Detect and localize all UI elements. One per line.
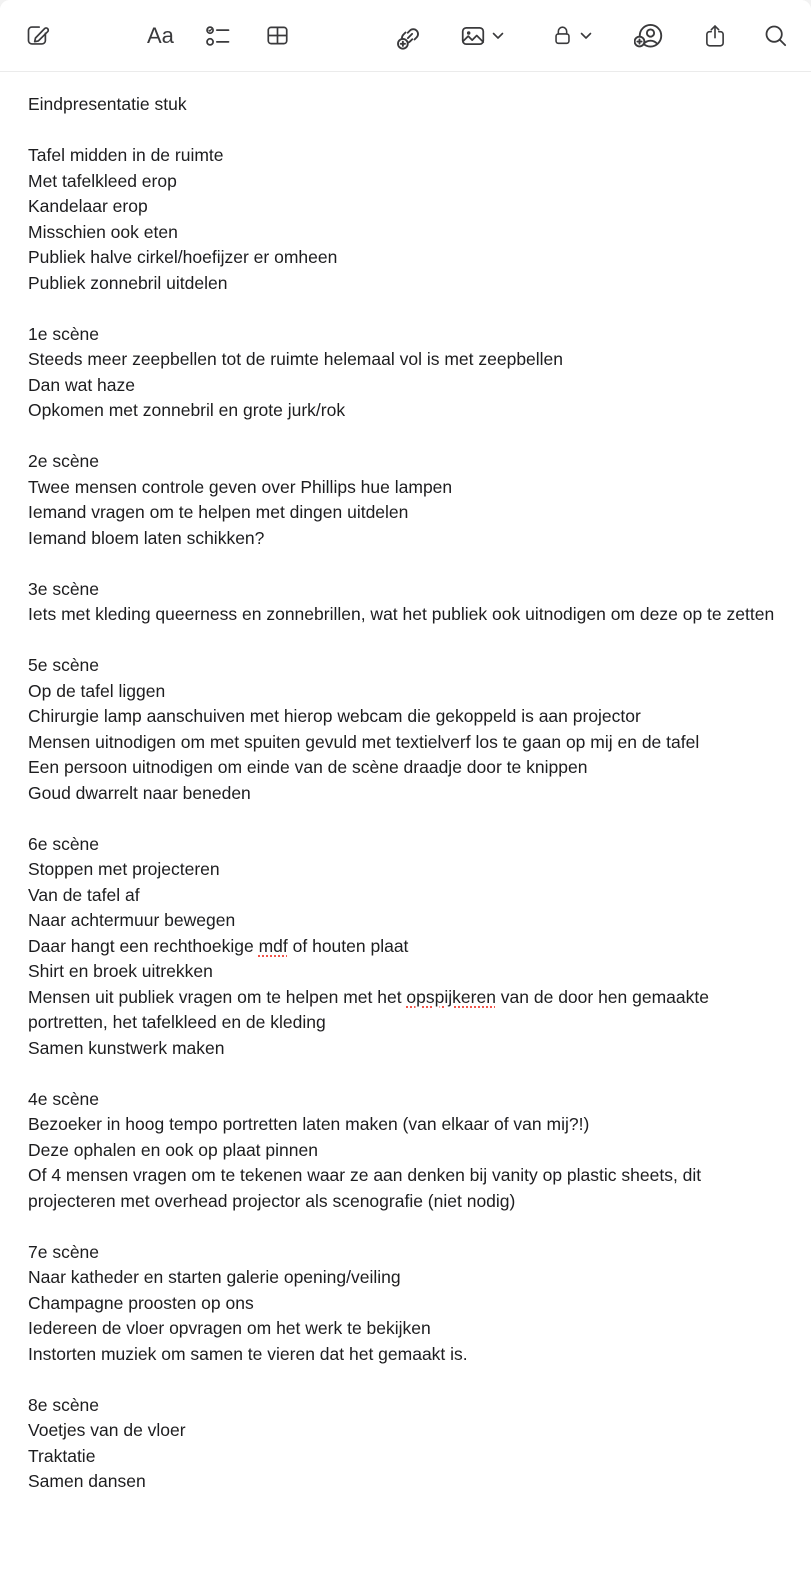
- note-blank-line: [28, 806, 785, 832]
- lock-chevron-down-icon: [580, 32, 592, 40]
- misspelled-word: mdf: [258, 935, 288, 956]
- note-line: 2e scène: [28, 451, 100, 471]
- note-line: Samen kunstwerk maken: [28, 1037, 225, 1058]
- lock-menu-button[interactable]: [550, 23, 592, 48]
- new-note-button[interactable]: [24, 22, 51, 49]
- note-line: Iets met kleding queerness en zonnebrillen, wat het publiek ook uitnodigen om deze op te zetten: [28, 604, 775, 624]
- note-line: Naar achtermuur bewegen: [28, 910, 236, 930]
- note-line: 1e scène: [28, 323, 100, 344]
- note-line: 6e scène: [28, 833, 100, 854]
- note-body[interactable]: [0, 72, 811, 1495]
- note-line: Instorten muziek om samen te vieren dat het gemaakt is.: [28, 1343, 468, 1364]
- note-line: Chirurgie lamp aanschuiven met hierop webcam die gekoppeld is aan projector: [28, 706, 641, 726]
- lock-icon: [550, 23, 575, 48]
- search-icon: [762, 22, 789, 49]
- note-line: 3e scène: [28, 578, 100, 599]
- note-line: Kandelaar erop: [28, 196, 148, 216]
- note-blank-line: [28, 296, 785, 322]
- notes-toolbar: [0, 0, 811, 72]
- note-line: Traktatie: [28, 1445, 96, 1466]
- note-blank-line: [28, 424, 785, 450]
- note-line: Naar katheder en starten galerie opening/veiling: [28, 1267, 401, 1287]
- note-line: Van de tafel af: [28, 884, 140, 905]
- note-line: Publiek halve cirkel/hoefijzer er omheen: [28, 247, 338, 267]
- note-line: Iedereen de vloer opvragen om het werk te bekijken: [28, 1318, 431, 1338]
- note-line: 4e scène: [28, 1088, 100, 1109]
- note-line: Dan wat haze: [28, 374, 136, 395]
- note-line: Voetjes van de vloer: [28, 1420, 186, 1440]
- media-chevron-down-icon: [492, 32, 504, 40]
- table-button[interactable]: [264, 22, 291, 49]
- checklist-button[interactable]: [204, 22, 232, 50]
- note-line: Iemand bloem laten schikken?: [28, 527, 265, 548]
- format-text-button[interactable]: [147, 22, 174, 48]
- note-line: 7e scène: [28, 1241, 100, 1262]
- note-line: Twee mensen controle geven over Phillips hue lampen: [28, 476, 453, 497]
- note-line: Misschien ook eten: [28, 221, 178, 242]
- note-line: Deze ophalen en ook op plaat pinnen: [28, 1139, 318, 1160]
- media-menu-button[interactable]: [459, 22, 504, 50]
- collaborate-button[interactable]: [634, 21, 664, 51]
- note-line: Mensen uitnodigen om met spuiten gevuld met textielverf los te gaan op mij en de tafel: [28, 731, 700, 752]
- note-line: Goud dwarrelt naar beneden: [28, 782, 251, 803]
- note-line: Publiek zonnebril uitdelen: [28, 272, 228, 293]
- table-icon: [264, 22, 291, 49]
- note-line: Steeds meer zeepbellen tot de ruimte helemaal vol is met zeepbellen: [28, 349, 564, 369]
- note-blank-line: [28, 1061, 785, 1087]
- search-button[interactable]: [762, 22, 789, 49]
- note-line: Op de tafel liggen: [28, 680, 166, 701]
- note-line: Stoppen met projecteren: [28, 859, 220, 879]
- note-line: Bezoeker in hoog tempo portretten laten maken (van elkaar of van mij?!): [28, 1114, 590, 1134]
- note-line: 5e scène: [28, 655, 100, 675]
- misspelled-word: opspijkeren: [406, 986, 496, 1007]
- note-blank-line: [28, 1367, 785, 1393]
- compose-icon: [24, 22, 51, 49]
- note-line: 8e scène: [28, 1394, 100, 1415]
- note-line: Samen dansen: [28, 1471, 146, 1491]
- note-blank-line: [28, 1214, 785, 1240]
- note-blank-line: [28, 628, 785, 654]
- note-line: Mensen uit publiek vragen om te helpen met het opspijkeren van de door hen gemaakte portretten, het tafelkleed en de kleding: [28, 986, 714, 1032]
- format-aa-icon: Aa: [147, 22, 174, 48]
- note-line: Champagne proosten op ons: [28, 1292, 254, 1313]
- note-line: Tafel midden in de ruimte: [28, 145, 224, 165]
- note-line: Met tafelkleed erop: [28, 170, 177, 191]
- note-line: Of 4 mensen vragen om te tekenen waar ze aan denken bij vanity op plastic sheets, dit projecteren met overhead projector als scenografie (niet nodig): [28, 1165, 707, 1211]
- note-line: Een persoon uitnodigen om einde van de scène draadje door te knippen: [28, 757, 588, 777]
- add-link-icon: [395, 21, 425, 51]
- share-button[interactable]: [702, 23, 728, 49]
- note-line: Iemand vragen om te helpen met dingen uitdelen: [28, 502, 409, 522]
- note-blank-line: [28, 118, 785, 144]
- note-line: Daar hangt een rechthoekige mdf of houten plaat: [28, 935, 409, 956]
- media-icon: [459, 22, 487, 50]
- share-icon: [702, 23, 728, 49]
- checklist-icon: [204, 22, 232, 50]
- note-blank-line: [28, 551, 785, 577]
- note-line: Shirt en broek uitrekken: [28, 961, 213, 981]
- note-line: Opkomen met zonnebril en grote jurk/rok: [28, 400, 346, 420]
- add-link-button[interactable]: [395, 21, 425, 51]
- collaborate-icon: [634, 21, 664, 51]
- note-line: Eindpresentatie stuk: [28, 94, 187, 114]
